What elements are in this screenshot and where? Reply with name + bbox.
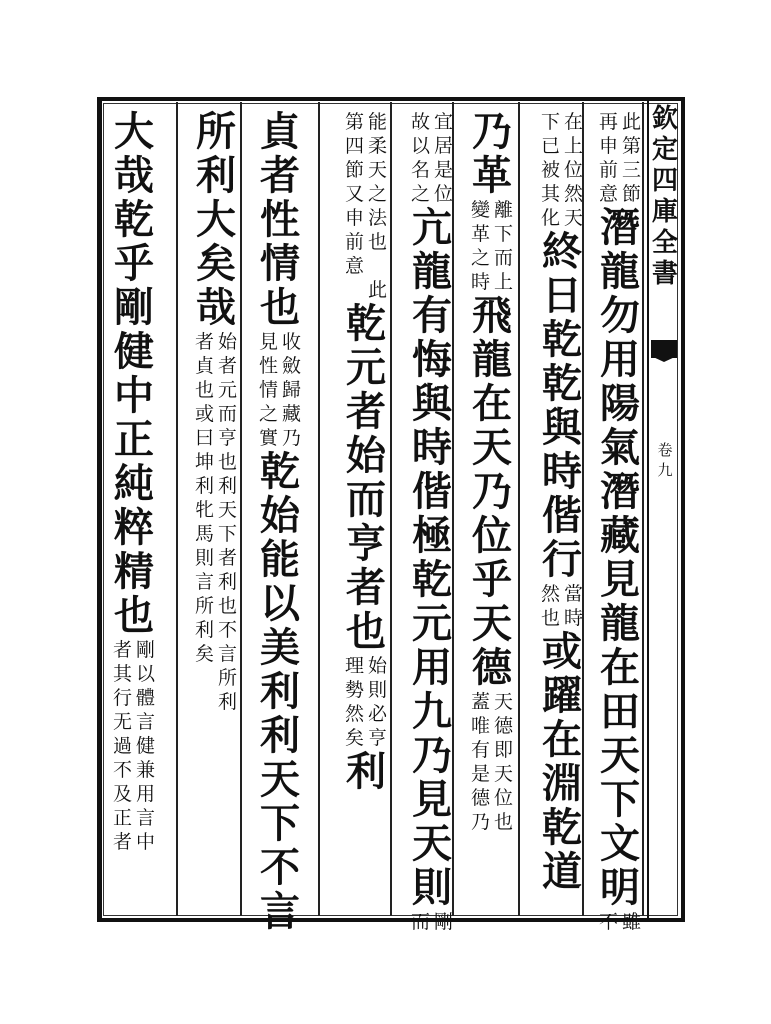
commentary-left: 理 勢 然 矣 <box>344 655 364 749</box>
main-text: 所 利 大 矣 哉 <box>196 108 236 331</box>
commentary-left: 故 以 名 之 <box>410 111 430 205</box>
commentary-left: 而 <box>410 911 430 933</box>
commentary-pair <box>344 110 388 278</box>
commentary-right: 當 時 <box>563 583 583 629</box>
commentary-pair <box>112 638 156 854</box>
text-column <box>410 110 456 933</box>
commentary-left: 然 也 <box>540 583 560 629</box>
center-margin-strip <box>647 100 681 918</box>
commentary-pair <box>540 110 584 230</box>
commentary-right: 雖 <box>621 911 641 933</box>
main-text: 乾 元 者 始 而 亨 者 也 <box>346 300 386 655</box>
commentary-pair <box>470 198 514 294</box>
commentary-pair <box>470 690 514 834</box>
column-rule <box>390 102 392 916</box>
commentary-left: 者 其 行 无 過 不 及 正 者 <box>112 639 132 853</box>
column-rule <box>176 102 178 916</box>
commentary-right: 離 下 而 上 <box>493 199 513 293</box>
commentary-pair <box>410 910 454 934</box>
commentary-right: 此 第 三 節 <box>621 111 641 205</box>
commentary-left: 變 革 之 時 <box>470 199 490 293</box>
main-text: 潛 龍 勿 用 陽 氣 潛 藏 見 龍 在 田 天 下 文 明 <box>600 204 640 911</box>
commentary-pair <box>344 278 388 302</box>
commentary-pair <box>344 654 388 750</box>
main-text: 利 <box>346 748 386 795</box>
text-column <box>470 110 516 910</box>
text-column <box>112 110 158 910</box>
commentary-pair <box>258 330 302 450</box>
commentary-pair <box>598 110 642 206</box>
main-text: 貞 者 性 情 也 <box>260 108 300 331</box>
main-text: 乃 革 <box>472 108 512 199</box>
text-column <box>258 108 304 935</box>
commentary-left: 不 <box>598 911 618 933</box>
commentary-left <box>344 278 365 302</box>
column-rule <box>240 102 242 916</box>
main-text: 飛 龍 在 天 乃 位 乎 天 德 <box>472 292 512 691</box>
text-column <box>598 110 644 933</box>
text-column <box>194 110 240 910</box>
commentary-pair <box>540 582 584 630</box>
commentary-pair <box>598 910 642 934</box>
commentary-pair <box>410 110 454 206</box>
fishtail-mark <box>651 340 677 358</box>
column-rule <box>318 102 320 916</box>
commentary-left: 第 四 節 又 申 前 意 <box>344 111 364 277</box>
column-rule <box>518 102 520 916</box>
book-title: 欽 定 四 庫 全 書 <box>651 104 678 289</box>
text-column <box>344 110 390 910</box>
commentary-right: 收 斂 歸 藏 乃 <box>281 331 301 449</box>
commentary-right: 剛 <box>433 911 453 933</box>
commentary-right: 能 柔 天 之 法 也 <box>367 111 387 253</box>
main-text: 亢 龍 有 悔 與 時 偕 極 乾 元 用 九 乃 見 天 則 <box>412 204 452 911</box>
main-text: 大 哉 乾 乎 剛 健 中 正 純 粹 精 也 <box>114 108 154 639</box>
main-text: 乾 始 能 以 美 利 利 天 下 不 言 <box>260 448 300 935</box>
commentary-left: 再 申 前 意 <box>598 111 618 205</box>
volume-label: 卷 九 <box>657 441 673 479</box>
commentary-right: 宜 居 是 位 <box>433 111 453 205</box>
commentary-right: 此 <box>367 279 387 301</box>
commentary-left: 蓋 唯 有 是 德 乃 <box>470 691 490 833</box>
commentary-right: 剛 以 體 言 健 兼 用 言 中 <box>135 639 155 853</box>
commentary-left: 見 性 情 之 實 <box>258 331 278 449</box>
commentary-left: 下 已 被 其 化 <box>540 111 560 229</box>
commentary-right: 天 德 即 天 位 也 <box>493 691 513 833</box>
commentary-pair <box>194 330 238 714</box>
commentary-right: 始 則 必 亨 <box>367 655 387 749</box>
main-text: 或 躍 在 淵 乾 道 <box>542 628 582 895</box>
commentary-right: 在 上 位 然 天 <box>563 111 583 229</box>
main-text: 終 日 乾 乾 與 時 偕 行 <box>542 228 582 583</box>
commentary-left: 者 貞 也 或 曰 坤 利 牝 馬 則 言 所 利 矣 <box>194 331 214 665</box>
commentary-right: 始 者 元 而 亨 也 利 天 下 者 利 也 不 言 所 利 <box>217 331 237 713</box>
text-column <box>540 110 586 910</box>
